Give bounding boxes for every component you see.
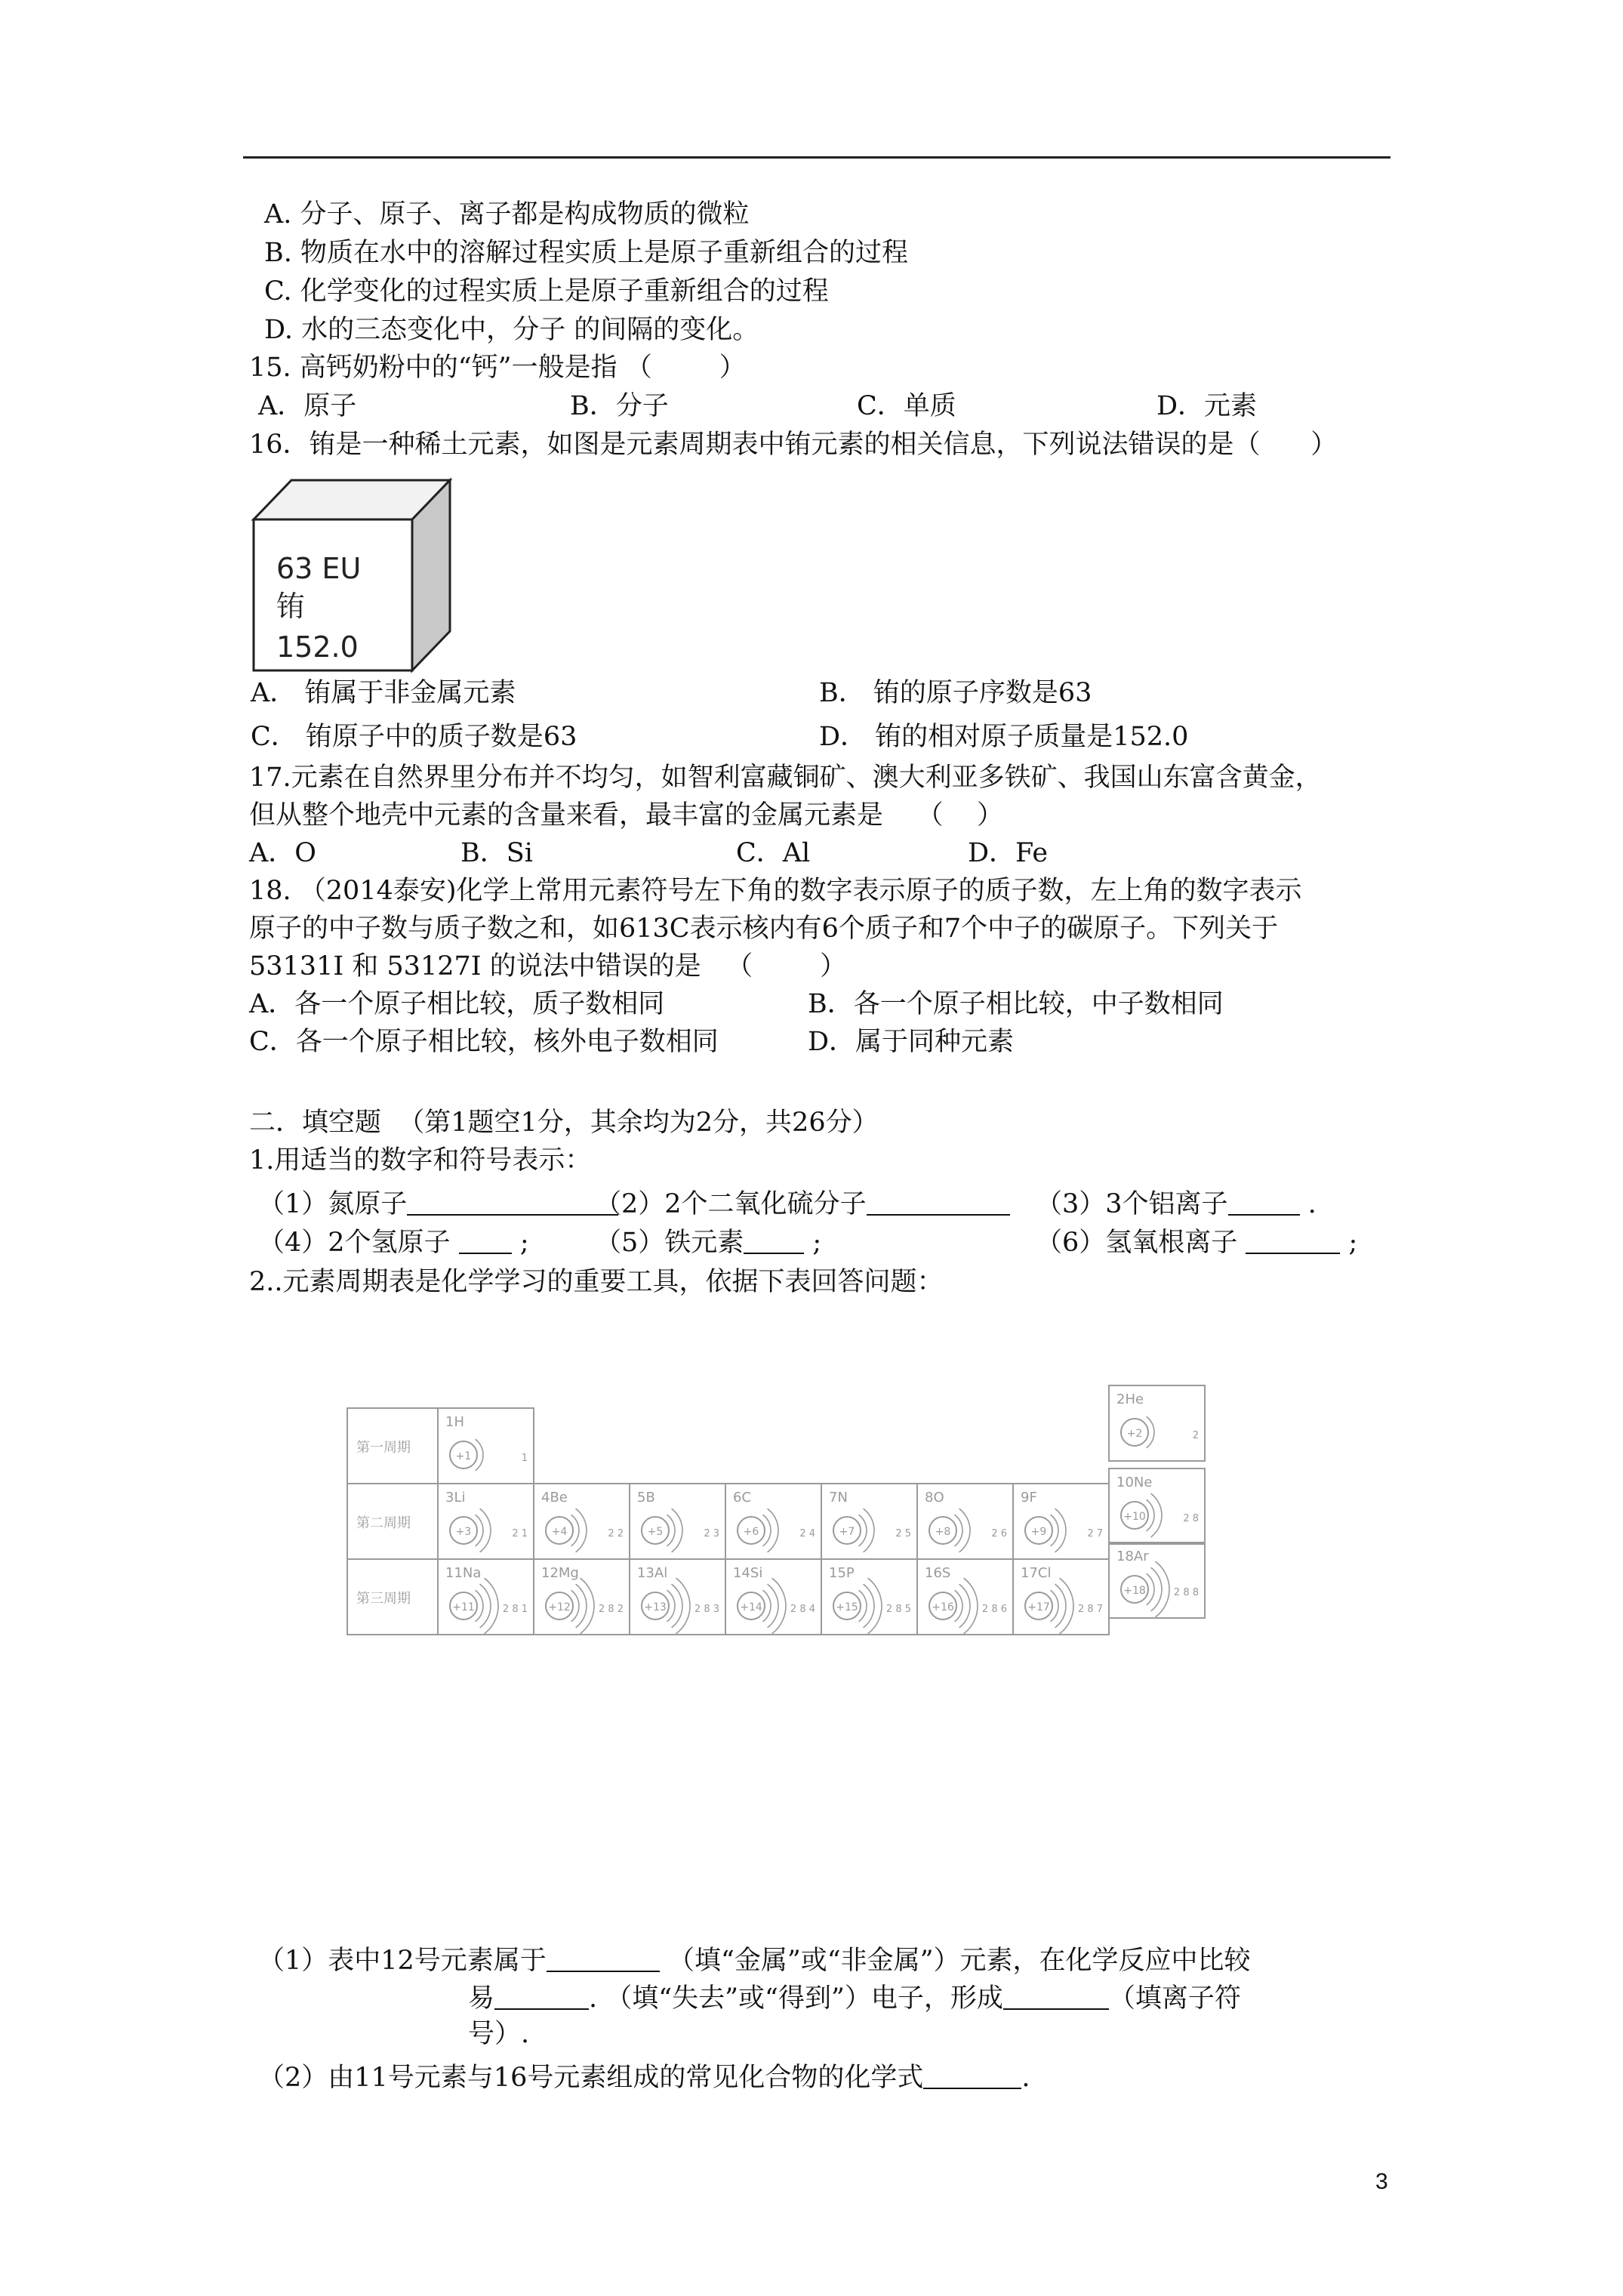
- element-p3-shell: [480, 1584, 491, 1628]
- q16-stem: 16．铕是一种稀土元素，如图是元素周期表中铕元素的相关信息，下列说法错误的是（ ）: [249, 430, 1338, 460]
- element-p2-nucleus: +5: [647, 1526, 664, 1538]
- element-p2-nucleus: +7: [839, 1526, 855, 1538]
- element-he-nucleus: +2: [1126, 1428, 1143, 1440]
- element-p2-nucleus: +4: [551, 1526, 568, 1538]
- element-p3-shell: [1151, 1567, 1162, 1611]
- element-p2-shell: [672, 1509, 682, 1552]
- s2-q2-2: （2）由11号元素与16号元素组成的常见化合物的化学式 .: [258, 2063, 1030, 2093]
- element-p3-shells: 2 8 2: [598, 1604, 624, 1615]
- element-p3-nucleus: +13: [644, 1601, 667, 1613]
- element-p2-label: 5B: [637, 1490, 655, 1505]
- element-p2-shells: 2 2: [608, 1528, 624, 1539]
- q18-line3: 53131I 和 53127I 的说法中错误的是 （ ）: [249, 951, 847, 982]
- element-p3-nucleus: +15: [836, 1601, 858, 1613]
- element-p3-label: 13Al: [637, 1565, 668, 1581]
- q17-option-d: D．Fe: [968, 838, 1049, 868]
- answer-blank[interactable]: [1246, 1227, 1340, 1254]
- element-p2-shell: [576, 1509, 587, 1552]
- answer-blank[interactable]: [407, 1188, 618, 1216]
- element-p2-shell: [480, 1509, 491, 1552]
- element-he-shells: 2: [1192, 1430, 1199, 1441]
- element-p2-label: 8O: [925, 1490, 944, 1505]
- element-p3-nucleus: +12: [548, 1601, 571, 1613]
- element-p2-shell: [1055, 1509, 1066, 1552]
- header-rule: [243, 156, 1390, 159]
- q18-line2: 原子的中子数与质子数之和，如613C表示核内有6个质子和7个中子的碳原子。下列关于: [249, 914, 1279, 944]
- q17-option-b: B．Si: [460, 838, 533, 868]
- section2-title: 二．填空题 （第1题空1分，其余均为2分，共26分）: [249, 1108, 879, 1138]
- period-label: 第三周期: [356, 1591, 411, 1607]
- q18-option-a: A．各一个原子相比较，质子数相同: [249, 989, 665, 1019]
- q14-option-b: B. 物质在水中的溶解过程实质上是原子重新组合的过程: [264, 238, 908, 268]
- element-p2-nucleus: +8: [935, 1526, 951, 1538]
- element-p3-nucleus: +18: [1123, 1585, 1146, 1597]
- s2-q1-item-6: （6）氢氧根离子 ;: [1036, 1228, 1358, 1258]
- element-p2-shell: [959, 1509, 970, 1552]
- element-p2-shell: [768, 1509, 778, 1552]
- element-p3-shell: [581, 1578, 594, 1634]
- element-p3-shell: [1060, 1578, 1073, 1634]
- s2-q2-1-line1: （1）表中12号元素属于 （填“金属”或“非金属”）元素，在化学反应中比较: [258, 1946, 1251, 1976]
- s2-q1-item-1: （1）氮原子: [258, 1188, 618, 1221]
- element-p3-nucleus: +14: [740, 1601, 762, 1613]
- q16-option-a: A． 铕属于非金属元素: [251, 678, 516, 708]
- s2-q2-stem: 2..元素周期表是化学学习的重要工具，依据下表回答问题：: [249, 1267, 944, 1297]
- q16-option-d: D． 铕的相对原子质量是152.0: [819, 722, 1189, 752]
- element-p3-label: 14Si: [733, 1565, 763, 1581]
- answer-blank[interactable]: [923, 2062, 1021, 2089]
- element-p2-shell: [1151, 1493, 1162, 1537]
- element-p3-shells: 2 8 8: [1173, 1587, 1199, 1598]
- q17-line1: 17.元素在自然界里分布并不均匀，如智利富藏铜矿、澳大利亚多铁矿、我国山东富含黄金，: [249, 763, 1322, 793]
- period-label: 第一周期: [356, 1440, 411, 1456]
- element-p3-nucleus: +16: [932, 1601, 954, 1613]
- q17-line2: 但从整个地壳中元素的含量来看，最丰富的金属元素是 （ ）: [249, 800, 1004, 831]
- q15-option-c: C．单质: [857, 391, 956, 421]
- element-p2-nucleus: +9: [1030, 1526, 1047, 1538]
- element-p3-shells: 2 8 4: [790, 1604, 815, 1615]
- element-p3-shells: 2 8 7: [1077, 1604, 1103, 1615]
- element-cube-europium: [249, 477, 453, 673]
- periodic-table-figure: [332, 1374, 1208, 1646]
- element-p2-shells: 2 1: [512, 1528, 528, 1539]
- element-p2-shells: 2 3: [704, 1528, 719, 1539]
- element-p2-shells: 2 6: [991, 1528, 1007, 1539]
- s2-q2-1-line3: 号）.: [468, 2019, 530, 2049]
- element-p2-label: 3Li: [445, 1490, 466, 1505]
- element-p2-label: 9F: [1021, 1490, 1037, 1505]
- element-p3-shell: [964, 1578, 978, 1634]
- element-p3-shells: 2 8 3: [694, 1604, 719, 1615]
- s2-q1-stem: 1.用适当的数字和符号表示：: [249, 1145, 592, 1176]
- q18-option-d: D．属于同种元素: [808, 1027, 1015, 1057]
- q18-option-c: C．各一个原子相比较，核外电子数相同: [249, 1027, 719, 1057]
- s2-q2-1-line2: 易 . （填“失去”或“得到”）电子，形成 （填离子符: [468, 1983, 1241, 2014]
- element-p3-shell: [676, 1578, 690, 1634]
- element-p3-shell: [576, 1584, 587, 1628]
- answer-blank[interactable]: [1228, 1188, 1300, 1216]
- element-p3-shell: [1055, 1584, 1066, 1628]
- q14-option-a: A. 分子、原子、离子都是构成物质的微粒: [264, 199, 750, 230]
- element-p2-nucleus: +6: [743, 1526, 759, 1538]
- period-label: 第二周期: [356, 1515, 411, 1531]
- q16-option-b: B． 铕的原子序数是63: [819, 678, 1092, 708]
- element-p2-shells: 2 5: [895, 1528, 911, 1539]
- element-p3-shell: [868, 1578, 882, 1634]
- answer-blank[interactable]: [547, 1945, 660, 1972]
- element-p2-nucleus: +3: [455, 1526, 472, 1538]
- cube-mass: 152.0: [276, 630, 359, 664]
- q15-option-b: B．分子: [570, 391, 669, 421]
- element-p3-shell: [959, 1584, 970, 1628]
- element-h-label: 1H: [445, 1414, 464, 1430]
- q14-option-d: D. 水的三态变化中，分子 的间隔的变化。: [264, 315, 759, 345]
- cube-name: 铕: [276, 590, 306, 623]
- element-p2-label: 10Ne: [1116, 1475, 1153, 1490]
- element-p3-shells: 2 8 6: [981, 1604, 1007, 1615]
- page-number: 3: [1375, 2169, 1388, 2194]
- answer-blank[interactable]: [867, 1188, 1010, 1216]
- element-p2-shell: [864, 1509, 874, 1552]
- q17-option-a: A．O: [249, 838, 316, 868]
- element-p3-label: 17Cl: [1021, 1565, 1052, 1581]
- element-p3-shell: [672, 1584, 682, 1628]
- q15-stem: 15. 高钙奶粉中的“钙”一般是指 （ ）: [249, 353, 746, 383]
- answer-blank[interactable]: [744, 1227, 804, 1254]
- s2-q1-item-2: （2）2个二氧化硫分子: [595, 1188, 1010, 1221]
- element-p3-label: 15P: [829, 1565, 855, 1581]
- q17-option-c: C．Al: [736, 838, 811, 868]
- element-p2-label: 6C: [733, 1490, 752, 1505]
- element-he-label: 2He: [1116, 1391, 1144, 1407]
- element-p3-shells: 2 8 1: [502, 1604, 528, 1615]
- element-h-nucleus: +1: [455, 1450, 472, 1462]
- element-p3-shell: [772, 1578, 786, 1634]
- q16-option-c: C． 铕原子中的质子数是63: [251, 722, 577, 752]
- q15-option-a: A．原子: [258, 391, 357, 421]
- element-p3-label: 11Na: [445, 1565, 482, 1581]
- element-p3-label: 16S: [925, 1565, 951, 1581]
- element-h-shells: 1: [521, 1453, 528, 1464]
- element-p2-shells: 2 8: [1183, 1513, 1199, 1524]
- element-p2-shells: 2 7: [1087, 1528, 1103, 1539]
- answer-blank[interactable]: [1003, 1983, 1109, 2010]
- element-p2-shells: 2 4: [799, 1528, 815, 1539]
- element-p3-nucleus: +11: [452, 1601, 475, 1613]
- element-p3-nucleus: +17: [1027, 1601, 1050, 1613]
- answer-blank[interactable]: [494, 1983, 589, 2010]
- element-p3-shell: [864, 1584, 874, 1628]
- element-p2-label: 4Be: [541, 1490, 568, 1505]
- element-p3-label: 18Ar: [1116, 1549, 1149, 1564]
- q18-option-b: B．各一个原子相比较，中子数相同: [808, 989, 1224, 1019]
- element-p2-label: 7N: [829, 1490, 848, 1505]
- s2-q1-item-4: （4）2个氢原子 ;: [258, 1228, 529, 1258]
- s2-q1-item-3: （3）3个铝离子 .: [1036, 1189, 1317, 1219]
- q15-option-d: D．元素: [1156, 391, 1258, 421]
- q18-line1: 18. （2014泰安)化学上常用元素符号左下角的数字表示原子的质子数，左上角的数字表示: [249, 876, 1302, 906]
- answer-blank[interactable]: [459, 1227, 512, 1254]
- q14-option-c: C. 化学变化的过程实质上是原子重新组合的过程: [264, 276, 829, 307]
- element-p2-nucleus: +10: [1123, 1511, 1146, 1523]
- s2-q1-item-5: （5）铁元素 ;: [595, 1228, 822, 1258]
- element-p3-shell: [768, 1584, 778, 1628]
- cube-symbol: 63 EU: [276, 552, 362, 585]
- element-p3-label: 12Mg: [541, 1565, 579, 1581]
- element-p3-shells: 2 8 5: [885, 1604, 911, 1615]
